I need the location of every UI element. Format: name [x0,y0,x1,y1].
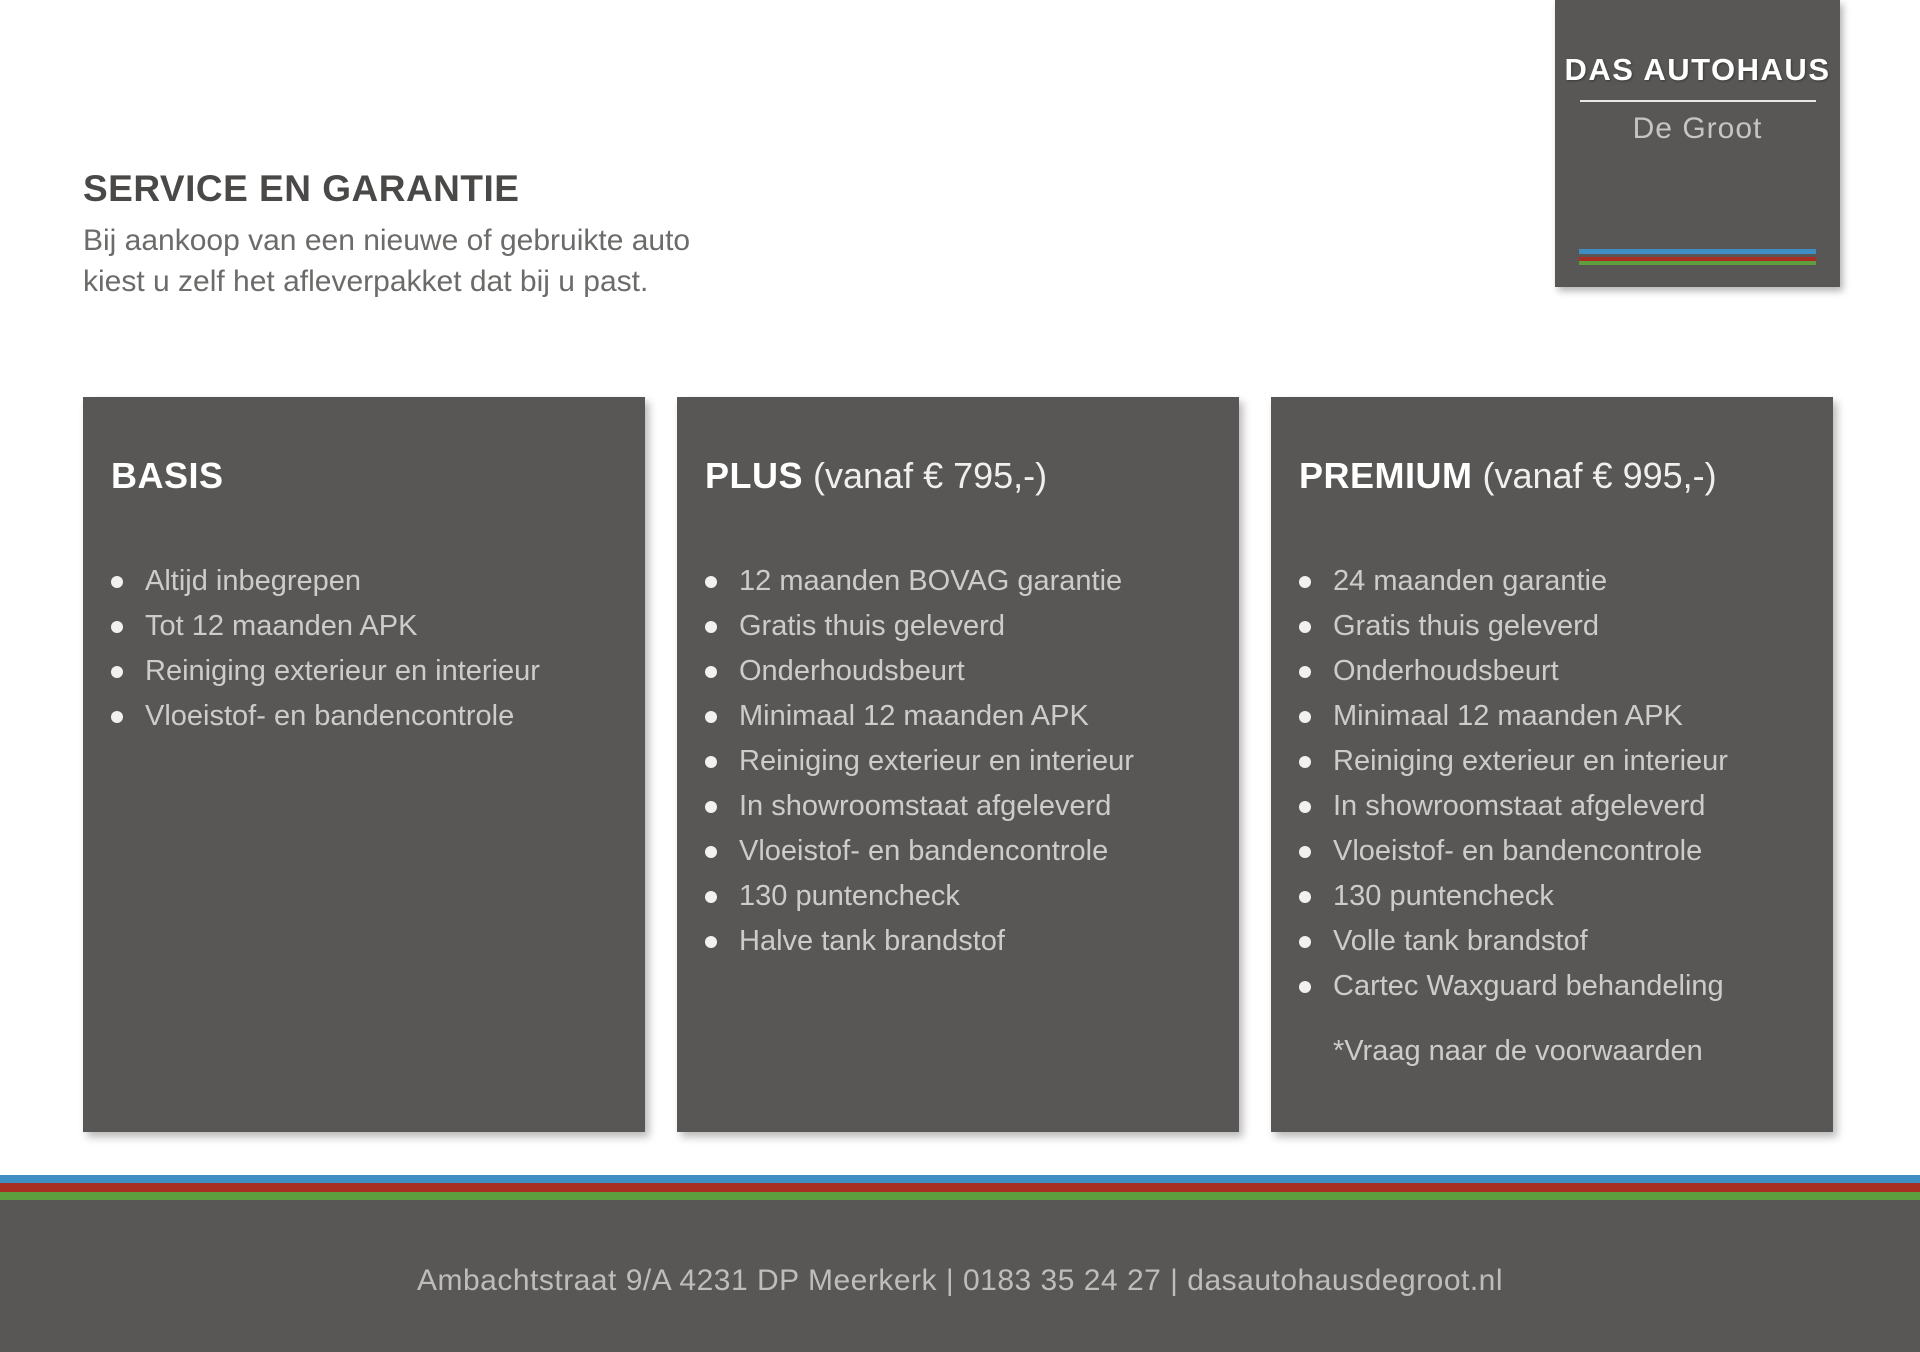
footer-bar [0,1200,1920,1352]
feature-item [705,694,1211,739]
feature-label: Reiniging exterieur en interieur [1333,745,1728,777]
feature-label: Altijd inbegrepen [145,565,362,597]
logo-stripe-green [1579,261,1816,265]
bullet-icon [1299,621,1311,633]
bullet-icon [1299,891,1311,903]
bullet-icon [111,576,123,588]
logo-subbrand-text: De Groot [1632,112,1763,145]
feature-item [111,604,617,649]
card-basis [83,397,645,1132]
feature-item [1299,649,1805,694]
bullet-icon [1299,981,1311,993]
feature-label: Volle tank brandstof [1333,925,1588,957]
feature-label: Minimaal 12 maanden APK [739,700,1089,732]
card-basis-title [111,455,617,497]
footer-stripe-blue [0,1175,1920,1183]
page-title: SERVICE EN GARANTIE [83,168,520,209]
logo-brand-stripes [1579,249,1816,265]
bullet-icon [111,621,123,633]
feature-item [1299,964,1805,1009]
footer-stripe-green [0,1192,1920,1200]
subtitle-line-1: Bij aankoop van een nieuwe of gebruikte auto [83,224,691,257]
feature-label: Tot 12 maanden APK [145,610,418,642]
feature-label: 24 maanden garantie [1333,565,1608,597]
bullet-icon [1299,756,1311,768]
feature-item [705,829,1211,874]
feature-label: Gratis thuis geleverd [1333,610,1599,642]
bullet-icon [705,621,717,633]
card-premium-title [1299,455,1805,497]
feature-item [705,739,1211,784]
feature-label: 130 puntencheck [1333,880,1554,912]
package-name: PREMIUM [1299,455,1473,496]
bullet-icon [705,891,717,903]
feature-label: Onderhoudsbeurt [1333,655,1559,687]
feature-label: Vloeistof- en bandencontrole [145,700,515,732]
feature-item [705,874,1211,919]
bullet-icon [1299,936,1311,948]
page-subtitle [83,220,690,302]
premium-conditions-note: *Vraag naar de voorwaarden [1333,1035,1703,1067]
bullet-icon [1299,711,1311,723]
card-plus [677,397,1239,1132]
feature-item [705,919,1211,964]
bullet-icon [705,711,717,723]
feature-item [705,649,1211,694]
bullet-icon [705,936,717,948]
footer-brand-stripes [0,1175,1920,1200]
bullet-icon [705,801,717,813]
feature-item [1299,874,1805,919]
feature-item [705,559,1211,604]
package-price: (vanaf € 795,-) [803,455,1048,496]
bullet-icon [1299,666,1311,678]
feature-label: Gratis thuis geleverd [739,610,1005,642]
package-name: PLUS [705,455,804,496]
package-name: BASIS [111,455,224,496]
feature-label: Vloeistof- en bandencontrole [1333,835,1703,867]
card-plus-features [705,559,1211,964]
bullet-icon [705,846,717,858]
feature-label: 12 maanden BOVAG garantie [739,565,1123,597]
feature-item [111,649,617,694]
feature-item [111,694,617,739]
feature-item [1299,694,1805,739]
card-premium-features [1299,559,1805,1009]
logo-divider [1580,100,1816,102]
feature-label: Reiniging exterieur en interieur [145,655,540,687]
card-premium [1271,397,1833,1132]
card-basis-features [111,559,617,739]
feature-item [705,604,1211,649]
feature-item [1299,604,1805,649]
bullet-icon [1299,576,1311,588]
feature-label: Vloeistof- en bandencontrole [739,835,1109,867]
feature-label: 130 puntencheck [739,880,960,912]
package-price: (vanaf € 995,-) [1472,455,1717,496]
bullet-icon [705,666,717,678]
package-cards [83,397,1833,1132]
feature-label: In showroomstaat afgeleverd [739,790,1112,822]
footer-contact-text: Ambachtstraat 9/A 4231 DP Meerkerk | 0183 35 24 27 | dasautohausdegroot.nl [416,1264,1504,1297]
feature-label: Minimaal 12 maanden APK [1333,700,1683,732]
card-plus-title [705,455,1211,497]
feature-label: Halve tank brandstof [739,925,1005,957]
feature-item [1299,559,1805,604]
bullet-icon [111,711,123,723]
bullet-icon [1299,846,1311,858]
feature-item [1299,919,1805,964]
footer-stripe-red [0,1183,1920,1192]
subtitle-line-2: kiest u zelf het afleverpakket dat bij u past. [83,265,649,298]
feature-item [111,559,617,604]
feature-item [1299,739,1805,784]
feature-item [1299,829,1805,874]
logo-brand-text: DAS AUTOHAUS [1564,52,1831,87]
feature-item [1299,784,1805,829]
bullet-icon [111,666,123,678]
feature-label: Onderhoudsbeurt [739,655,965,687]
bullet-icon [705,576,717,588]
bullet-icon [1299,801,1311,813]
logo-stripe-blue [1579,249,1816,254]
feature-label: Cartec Waxguard behandeling [1333,970,1724,1002]
dealer-logo [1555,0,1840,287]
feature-label: Reiniging exterieur en interieur [739,745,1134,777]
feature-item [705,784,1211,829]
feature-label: In showroomstaat afgeleverd [1333,790,1706,822]
intro-section [83,168,690,302]
bullet-icon [705,756,717,768]
